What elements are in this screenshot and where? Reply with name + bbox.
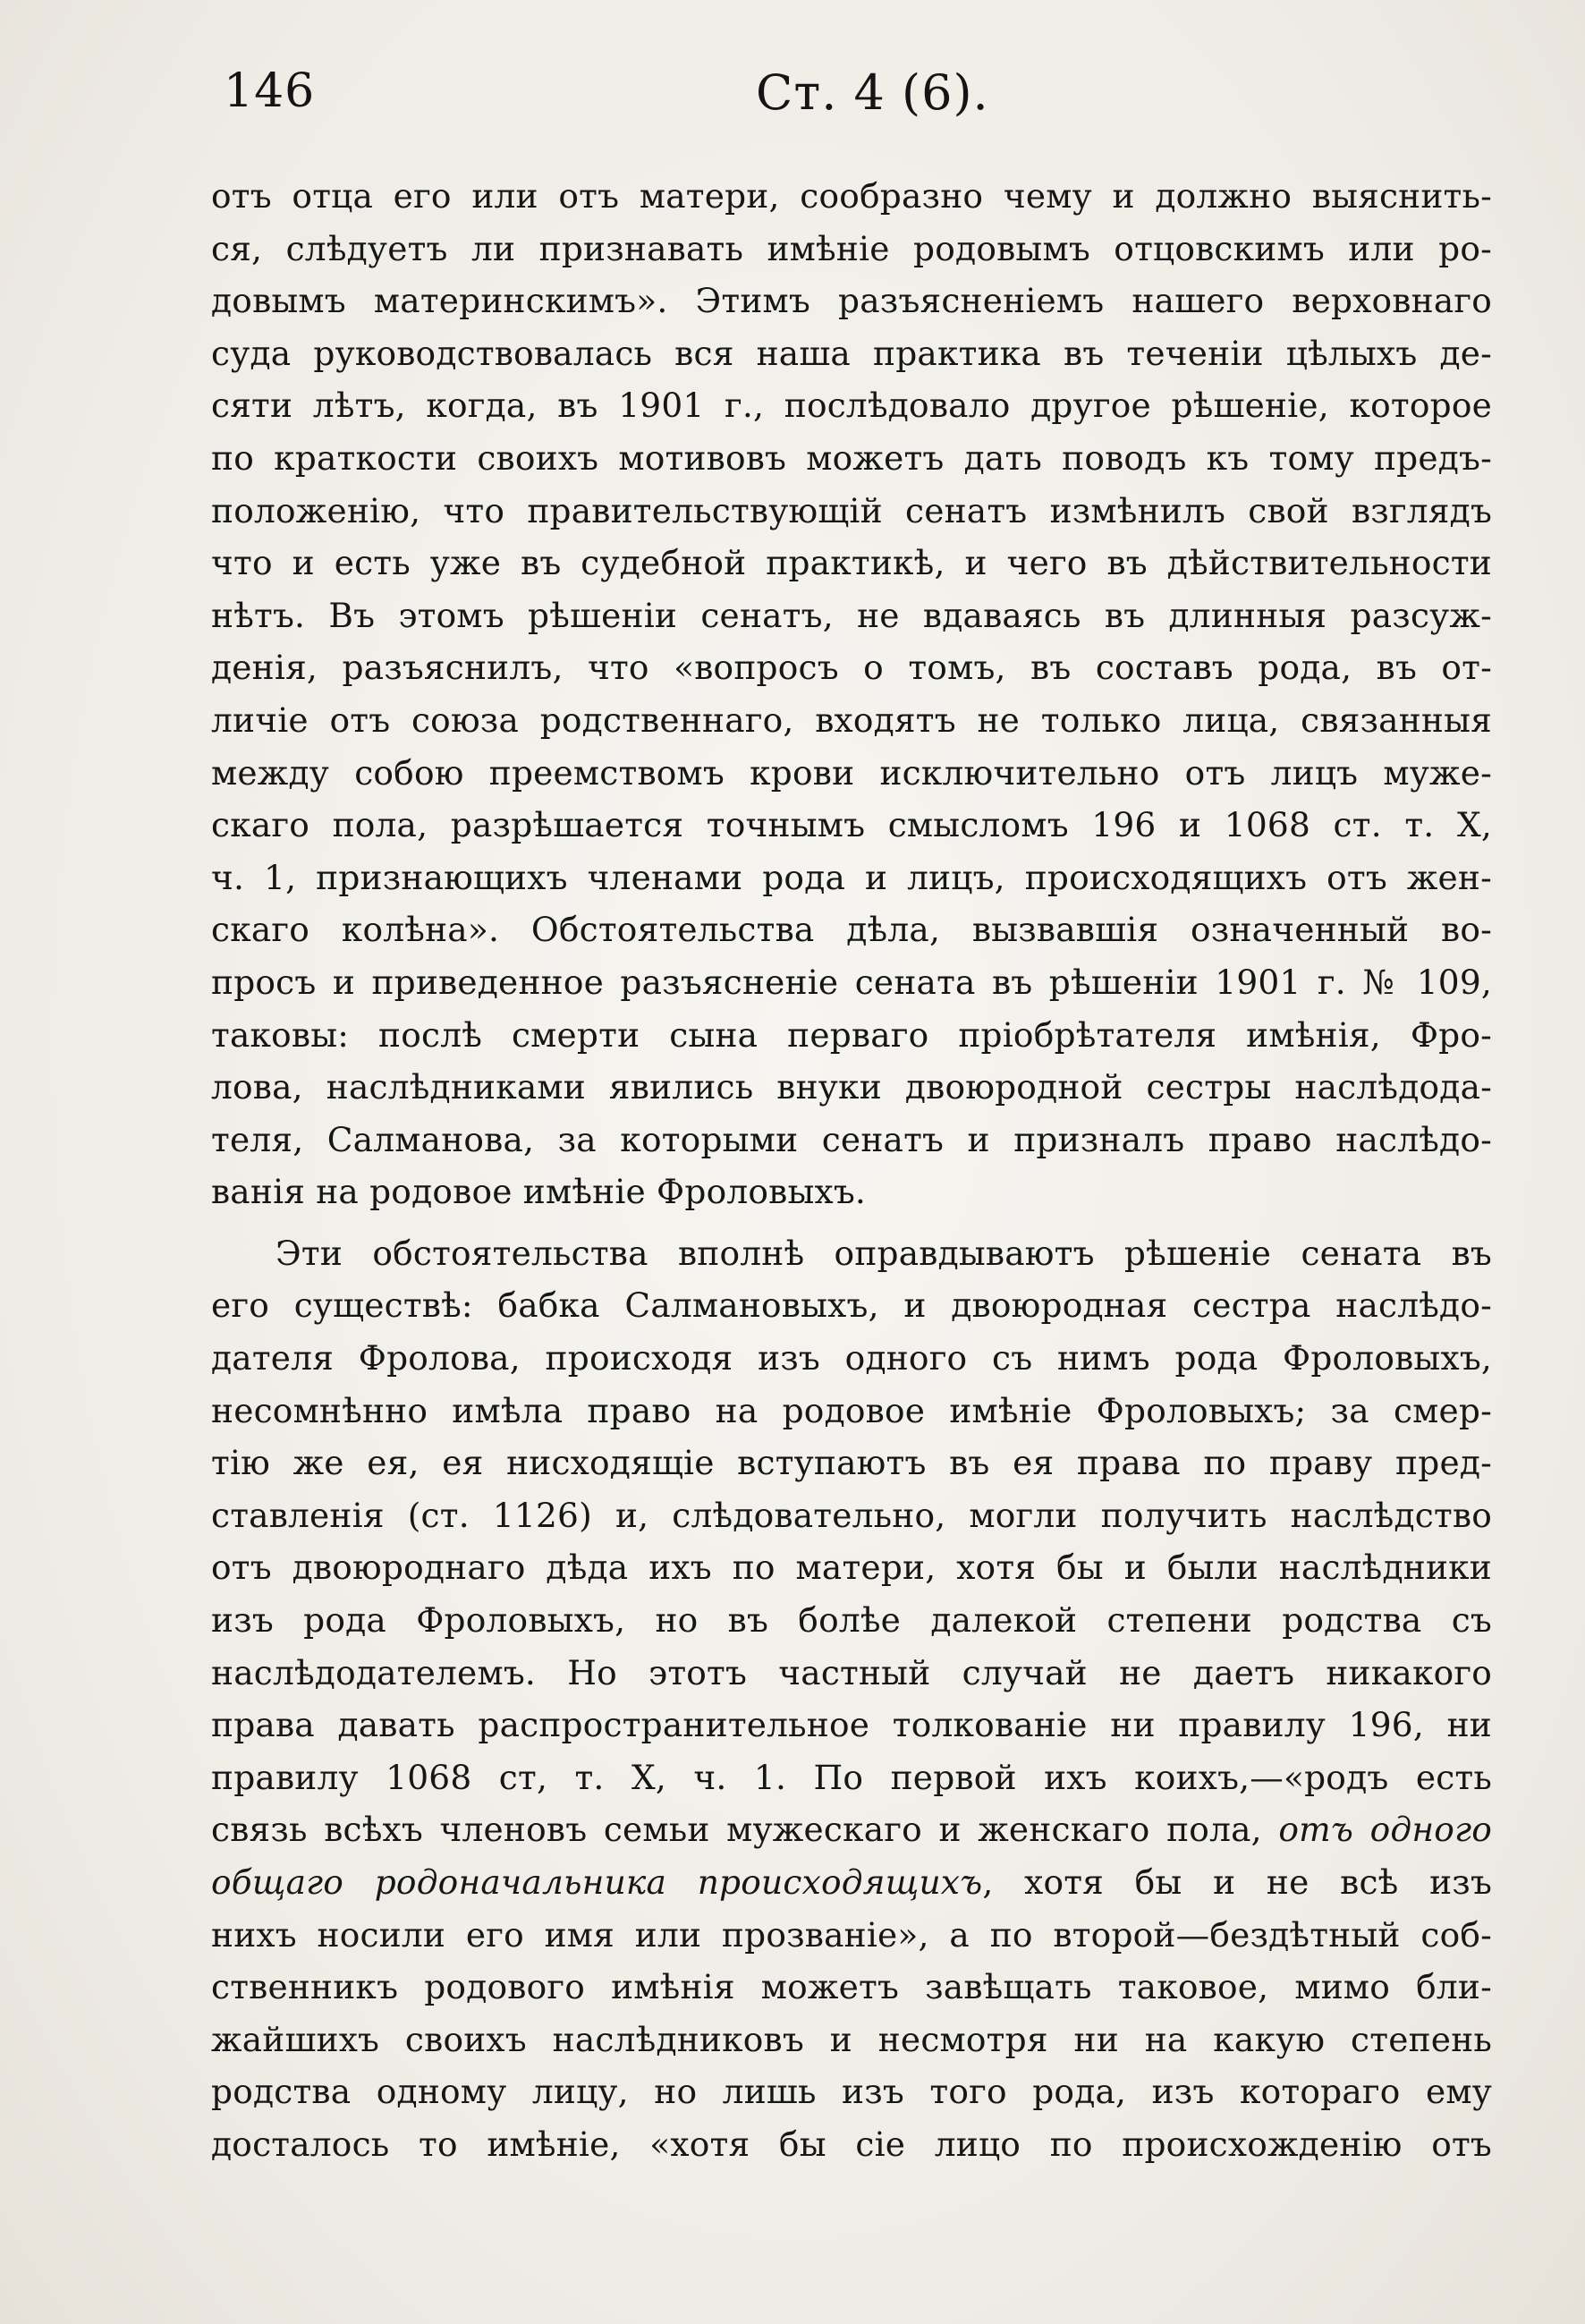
text-line: довымъ материнскимъ». Этимъ разъясненіемъ нашего верховнаго — [211, 281, 1492, 321]
text-line: ственникъ родового имѣнія можетъ завѣщать таковое, мимо бли- — [211, 1967, 1492, 2007]
text-line: ся, слѣдуетъ ли признавать имѣніе родовымъ отцовскимъ или ро- — [211, 228, 1492, 268]
text-line: между собою преемствомъ крови исключительно отъ лицъ муже- — [211, 752, 1492, 793]
text-line: по краткости своихъ мотивовъ можетъ дать поводъ къ тому предъ- — [211, 437, 1492, 478]
text-line: суда руководствовалась вся наша практика въ теченіи цѣлыхъ де- — [211, 333, 1492, 373]
text-line: денія, разъяснилъ, что «вопросъ о томъ, въ составъ рода, въ от- — [211, 648, 1492, 688]
text-line: права давать распространительное толкованіе ни правилу 196, ни — [211, 1705, 1492, 1745]
text-line: просъ и приведенное разъясненіе сената въ рѣшеніи 1901 г. № 109, — [211, 962, 1492, 1002]
paragraph-gap — [211, 1218, 1492, 1227]
text-line: жайшихъ своихъ наслѣдниковъ и несмотря ни на какую степень — [211, 2019, 1492, 2059]
paragraph-2 — [211, 1227, 1492, 2171]
text-line: его существѣ: бабка Салмановыхъ, и двоюродная сестра наслѣдо- — [211, 1285, 1492, 1326]
text-line: отъ двоюроднаго дѣда ихъ по матери, хотя бы и были наслѣдники — [211, 1548, 1492, 1588]
line-text: связь всѣхъ членовъ семьи мужескаго и женскаго пола, — [211, 1810, 1262, 1850]
text-line: личіе отъ союза родственнаго, входятъ не только лица, связанныя — [211, 700, 1492, 740]
text-line: нѣтъ. Въ этомъ рѣшеніи сенатъ, не вдаваясь въ длинныя разсуж- — [211, 595, 1492, 635]
text-line: лова, наслѣдниками явились внуки двоюродной сестры наслѣдода- — [211, 1067, 1492, 1107]
text-line: таковы: послѣ смерти сына перваго пріобрѣтателя имѣнія, Фро- — [211, 1014, 1492, 1055]
text-line: положенію, что правительствующій сенатъ измѣнилъ свой взглядъ — [211, 490, 1492, 530]
text-line: ставленія (ст. 1126) и, слѣдовательно, могли получить наслѣдство — [211, 1495, 1492, 1535]
text-line: дателя Фролова, происходя изъ одного съ нимъ рода Фроловыхъ, — [211, 1338, 1492, 1378]
italic-phrase: отъ одного — [1278, 1810, 1493, 1850]
body-text — [211, 170, 1492, 2171]
text-line: отъ отца его или отъ матери, сообразно чему и должно выяснить- — [211, 176, 1492, 216]
page-header — [224, 64, 1494, 136]
italic-phrase: общаго родоначальника происходящихъ — [211, 1862, 983, 1902]
running-head: Ст. 4 (6). — [756, 64, 989, 121]
text-line: Эти обстоятельства вполнѣ оправдываютъ рѣшеніе сената въ — [275, 1233, 1492, 1273]
text-line: родства одному лицу, но лишь изъ того рода, изъ котораго ему — [211, 2072, 1492, 2112]
page-number: 146 — [224, 64, 316, 118]
paragraph-1 — [211, 170, 1492, 1218]
text-line: что и есть уже въ судебной практикѣ, и чего въ дѣйствительности — [211, 543, 1492, 583]
line-text: , хотя бы и не всѣ изъ — [982, 1862, 1493, 1902]
text-line-with-italic — [211, 1856, 1492, 1909]
text-line: изъ рода Фроловыхъ, но въ болѣе далекой степени родства съ — [211, 1600, 1492, 1641]
text-line: правилу 1068 ст, т. X, ч. 1. По первой ихъ коихъ,—«родъ есть — [211, 1757, 1492, 1797]
text-line: несомнѣнно имѣла право на родовое имѣніе Фроловыхъ; за смер- — [211, 1390, 1492, 1430]
text-line: ч. 1, признающихъ членами рода и лицъ, происходящихъ отъ жен- — [211, 857, 1492, 897]
text-line: сяти лѣтъ, когда, въ 1901 г., послѣдовало другое рѣшеніе, которое — [211, 386, 1492, 426]
text-line: скаго колѣна». Обстоятельства дѣла, вызвавшія означенный во- — [211, 910, 1492, 950]
text-line: тію же ея, ея нисходящіе вступаютъ въ ея права по праву пред- — [211, 1443, 1492, 1483]
text-line: скаго пола, разрѣшается точнымъ смысломъ 196 и 1068 ст. т. X, — [211, 805, 1492, 845]
text-line: ванія на родовое имѣніе Фроловыхъ. — [211, 1172, 867, 1212]
text-line: досталось то имѣніе, «хотя бы сіе лицо по происхожденію отъ — [211, 2124, 1492, 2164]
text-line: теля, Салманова, за которыми сенатъ и призналъ право наслѣдо- — [211, 1119, 1492, 1159]
text-line: наслѣдодателемъ. Но этотъ частный случай не даетъ никакого — [211, 1652, 1492, 1692]
text-line: нихъ носили его имя или прозваніе», а по второй—бездѣтный соб- — [211, 1914, 1492, 1955]
text-line-with-italic — [211, 1803, 1492, 1856]
